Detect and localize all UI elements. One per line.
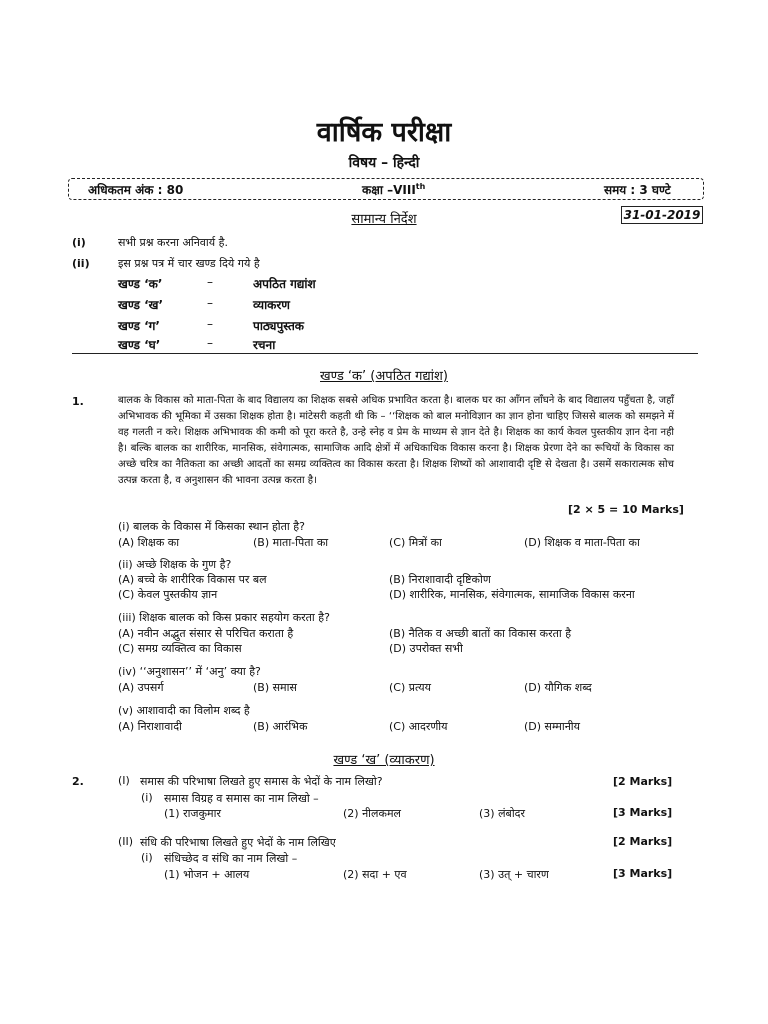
mcq-option: (D) शारीरिक, मानसिक, संवेगात्मक, सामाजिक विकास करना xyxy=(389,588,635,601)
divider xyxy=(72,353,698,354)
mcq-question: (iv) ‘‘अनुशासन’’ में ‘अनु’ क्या है? xyxy=(118,665,261,678)
mcq-option: (B) आरंभिक xyxy=(253,720,308,733)
sub-marks: [3 Marks] xyxy=(613,806,673,819)
part-number: (II) xyxy=(118,835,134,848)
mcq-option: (C) केवल पुस्तकीय ज्ञान xyxy=(118,588,218,601)
section-desc: अपठित गद्यांश xyxy=(253,277,316,291)
section-a-heading: खण्ड ‘क’ (अपठित गद्यांश) xyxy=(320,369,448,384)
question-number: 1. xyxy=(72,395,84,408)
sub-item: (2) सदा + एव xyxy=(343,868,407,881)
sub-item: (1) राजकुमार xyxy=(164,807,221,820)
mcq-question: (v) आशावादी का विलोम शब्द है xyxy=(118,704,250,717)
section-name: खण्ड ‘घ’ xyxy=(118,338,161,352)
mcq-option: (D) शिक्षक व माता-पिता का xyxy=(524,536,640,549)
class-sup: th xyxy=(415,182,426,191)
mcq-option: (B) नैतिक व अच्छी बातों का विकास करता है xyxy=(389,627,572,640)
exam-title: वार्षिक परीक्षा xyxy=(316,117,452,148)
mcq-option: (A) बच्चे के शारीरिक विकास पर बल xyxy=(118,573,267,586)
exam-date: 31-01-2019 xyxy=(621,206,703,224)
exam-subject: विषय – हिन्दी xyxy=(348,155,420,171)
mcq-option: (C) प्रत्यय xyxy=(389,681,431,694)
mcq-option: (B) समास xyxy=(253,681,297,694)
section-dash: – xyxy=(207,296,213,310)
section-dash: – xyxy=(207,275,213,289)
section-name: खण्ड ‘ख’ xyxy=(118,298,164,312)
instruction-num: (ii) xyxy=(72,257,90,270)
instruction-num: (i) xyxy=(72,236,86,249)
section-desc: पाठ्यपुस्तक xyxy=(253,319,305,333)
sub-item: (3) लंबोदर xyxy=(479,807,526,820)
section-desc: व्याकरण xyxy=(253,298,290,312)
sub-item: (2) नीलकमल xyxy=(343,807,401,820)
part-number: (I) xyxy=(118,774,130,787)
question-number: 2. xyxy=(72,775,84,788)
class-info xyxy=(362,181,425,198)
section-b-heading: खण्ड ‘ख’ (व्याकरण) xyxy=(333,753,435,768)
mcq-option: (C) मित्रों का xyxy=(389,536,442,549)
part-text: समास की परिभाषा लिखते हुए समास के भेदों के नाम लिखो? xyxy=(140,775,383,788)
mcq-option: (A) निराशावादी xyxy=(118,720,182,733)
sub-item: (1) भोजन + आलय xyxy=(164,868,250,881)
mcq-option: (B) निराशावादी दृष्टिकोण xyxy=(389,573,491,586)
section-dash: – xyxy=(207,317,213,331)
part-marks: [2 Marks] xyxy=(613,775,673,788)
sub-text: संधिच्छेद व संधि का नाम लिखो – xyxy=(164,852,298,865)
mcq-option: (A) उपसर्ग xyxy=(118,681,164,694)
section-name: खण्ड ‘ग’ xyxy=(118,319,160,333)
section-name: खण्ड ‘क’ xyxy=(118,277,163,291)
mcq-option: (B) माता-पिता का xyxy=(253,536,329,549)
mcq-option: (D) उपरोक्त सभी xyxy=(389,642,463,655)
mcq-option: (A) नवीन अद्भुत संसार से परिचित कराता है xyxy=(118,627,294,640)
sub-item: (3) उत् + चारण xyxy=(479,868,549,881)
mcq-question: (i) बालक के विकास में किसका स्थान होता है? xyxy=(118,520,305,533)
instructions-heading: सामान्य निर्देश xyxy=(351,212,417,227)
section-desc: रचना xyxy=(253,338,276,352)
time-info: समय : 3 घण्टे xyxy=(604,183,671,197)
part-text: संधि की परिभाषा लिखते हुए भेदों के नाम लिखिए xyxy=(140,836,336,849)
passage: बालक के विकास को माता-पिता के बाद विद्यालय का शिक्षक सबसे अधिक प्रभावित करता है। बालक घर का आँगन लाँघने के बाद विद्यालय पहुँचता है, जहाँ अभिभावक की भूमिका में उसका शिक्षक होता है। मांटेसरी कहती थी कि – ‘‘शिक्षक को बाल मनोविज्ञान का ज्ञान होना चाहिए जिससे बालक को समझने में वह गलती न करे। शिक्षक अभिभावक की कमी को पूरा करते है, उन्हे स्नेह व प्रेम के माध्यम से ज्ञान देते है। शिक्षक का कार्य केवल पुस्तकीय ज्ञान देना नही है। बल्कि बालक का शारीरिक, मानसिक, संवेगात्मक, सामाजिक आदि क्षेत्रों में अधिकाधिक विकास करना है। शिक्षक प्रेरणा देने का रूचियों के विकास का अच्छे चरित्र का नैतिकता का अच्छी आदतों का समग्र व्यक्तित्व का विकास करता है। शिक्षक शिष्यों को आशावादी दृष्टि से देखता है। उसमें सकारात्मक सोच उत्पन्न करता है, व अनुशासन की भावना उत्पन्न करता है। xyxy=(118,395,674,487)
class-label: कक्षा –VIII xyxy=(362,183,416,197)
sub-text: समास विग्रह व समास का नाम लिखो – xyxy=(164,792,319,805)
sub-number: (i) xyxy=(141,791,153,804)
section-dash: – xyxy=(207,336,213,350)
instruction-text: इस प्रश्न पत्र में चार खण्ड दिये गये है xyxy=(118,257,260,270)
mcq-option: (A) शिक्षक का xyxy=(118,536,180,549)
part-marks: [2 Marks] xyxy=(613,835,673,848)
max-marks: अधिकतम अंक : 80 xyxy=(88,183,184,197)
mcq-option: (D) सम्मानीय xyxy=(524,720,581,733)
instruction-text: सभी प्रश्न करना अनिवार्य है. xyxy=(118,236,228,249)
mcq-option: (D) यौगिक शब्द xyxy=(524,681,592,694)
section-a-marks: [2 × 5 = 10 Marks] xyxy=(568,503,684,516)
mcq-question: (ii) अच्छे शिक्षक के गुण है? xyxy=(118,558,232,571)
sub-marks: [3 Marks] xyxy=(613,867,673,880)
sub-number: (i) xyxy=(141,851,153,864)
mcq-option: (C) समग्र व्यक्तित्व का विकास xyxy=(118,642,242,655)
mcq-question: (iii) शिक्षक बालक को किस प्रकार सहयोग करता है? xyxy=(118,611,330,624)
mcq-option: (C) आदरणीय xyxy=(389,720,448,733)
